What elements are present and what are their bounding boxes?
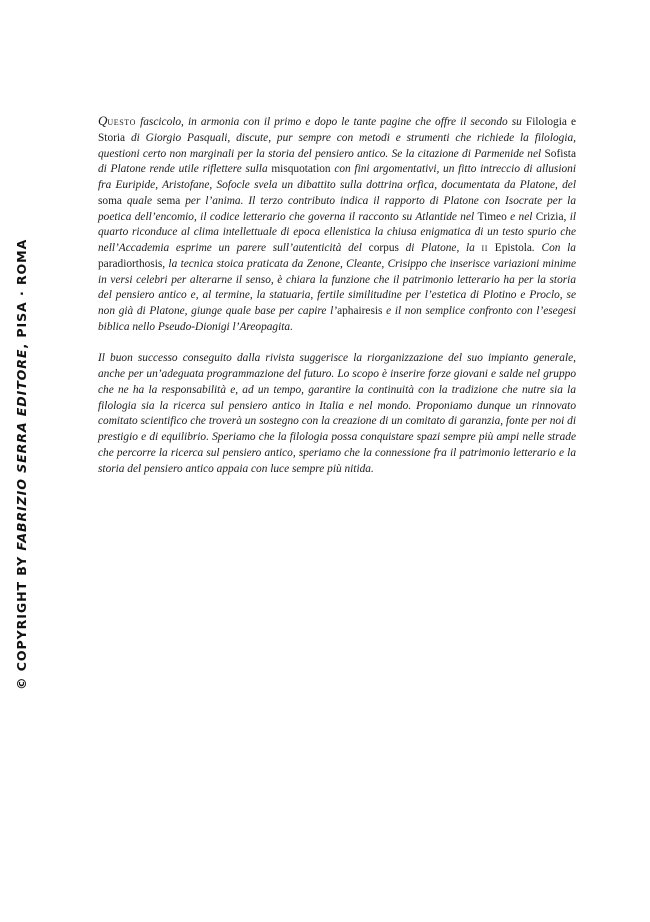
p1-segment: per l’anima. Il terzo contributo indica il rapporto di Platone con Isocrate per la poetica dell’encomio, il codice letterario che governa il racconto su Atlantide nel bbox=[98, 194, 577, 223]
copyright-suffix: , PISA · ROMA bbox=[14, 238, 29, 349]
p1-segment: fascicolo, in armonia con il primo e dopo le tante pagine che offre il secondo su bbox=[136, 116, 526, 128]
p1-title: Timeo bbox=[477, 210, 507, 223]
p1-term: soma bbox=[98, 194, 122, 207]
p1-roman-numeral: ii bbox=[481, 242, 489, 254]
p1-segment: con fini argomentativi, un fitto intreccio di allusioni fra Euripide, Aristofane, Sofocle svela un dibattito sulla dottrina orfica, documentata da Platone, del bbox=[98, 163, 576, 191]
p1-segment: quale bbox=[121, 194, 158, 207]
p1-title: Crizia bbox=[535, 210, 564, 223]
p1-term: corpus bbox=[368, 242, 399, 254]
copyright-prefix: © COPYRIGHT BY bbox=[14, 550, 29, 690]
p1-segment: e il non semplice confronto con l’esegesi biblica nello Pseudo-Dionigi l’Areopagita. bbox=[98, 305, 576, 333]
first-word-small-caps: uesto bbox=[107, 116, 137, 128]
editorial-paragraph-2: Il buon successo conseguito dalla rivista suggerisce la riorganizzazione del suo impianto generale, anche per un’adeguata programmazione del futuro. Lo scopo è inserire forze giovani e salde nel gruppo che ne ha la responsabilità e, ad un tempo, garantire la continuità con la tradizione che nutre sia la filologia sia la ricerca sul pensiero antico in Italia e nel mondo. Proponiamo dunque un rinnovato comitato scientifico che troverà un sostegno con la creazione di un comitato di garanzia, fonte per noi di prestigio e di equilibrio. Speriamo che la filologia possa conquistare spazi sempre più ampi nelle strade che percorre la ricerca sul pensiero antico, speriamo che la connessione fra il patrimonio letterario e la storia del pensiero antico appaia con luce sempre più nitida. bbox=[98, 352, 576, 475]
p1-term: sema bbox=[157, 194, 181, 207]
p1-title: Epistola bbox=[488, 242, 532, 254]
p1-segment: , la tecnica stoica praticata da Zenone, Cleante, Crisippo che inserisce variazioni minime in versi celebri per alterarne il senso, è chiara la funzione che il patrimonio letterario ha per la storia del pensiero antico e, al termine, la statuaria, fertile similitudine per l’estetica di Plotino e Proclo, se non già di Platone, giunge quale base per capire l’ bbox=[98, 257, 576, 317]
p1-term: aphairesis bbox=[337, 305, 383, 317]
p1-segment: di Platone, la bbox=[398, 242, 482, 254]
editorial-text bbox=[98, 113, 576, 493]
p1-segment: . Con la bbox=[531, 242, 576, 254]
copyright-notice bbox=[12, 220, 32, 690]
initial-letter: Q bbox=[98, 113, 108, 128]
p1-segment: , il quarto riconduce al clima intellettuale di epoca ellenistica la chiusa enigmatica di un testo spurio che nell’Accademia esprime un parere sull’autenticità del bbox=[98, 210, 576, 254]
p1-title: Sofista bbox=[544, 147, 576, 160]
editorial-paragraph-1 bbox=[98, 113, 576, 336]
p1-segment: di Giorgio Pasquali, discute, pur sempre con metodi e strumenti che richiede la filologia, questioni certo non marginali per la storia del pensiero antico. Se la citazione di Parmenide nel bbox=[98, 131, 576, 160]
p1-segment: e nel bbox=[506, 210, 536, 223]
p1-segment: di Platone rende utile riflettere sulla bbox=[98, 163, 272, 176]
p1-term: misquotation bbox=[271, 163, 331, 176]
p1-term: paradiorthosis bbox=[98, 257, 163, 270]
p1-title: Filologia e Storia bbox=[98, 116, 576, 144]
copyright-publisher: FABRIZIO SERRA EDITORE bbox=[14, 348, 29, 551]
